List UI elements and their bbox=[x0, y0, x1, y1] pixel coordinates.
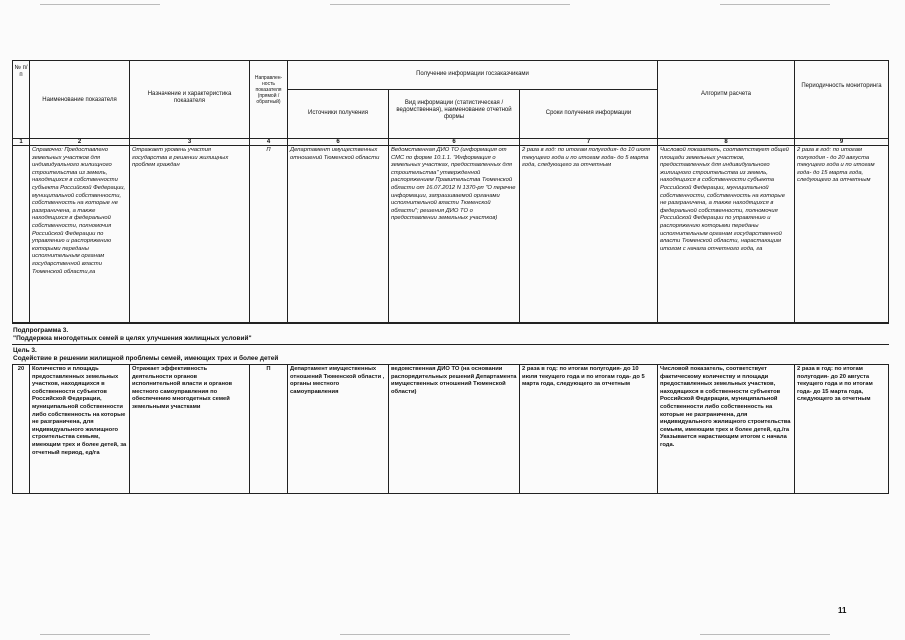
scan-artifact-line bbox=[330, 4, 570, 5]
header-deadlines-text: Сроки получения информации bbox=[545, 110, 632, 116]
scan-artifact-line bbox=[40, 4, 160, 5]
page-number: 11 bbox=[838, 606, 847, 615]
column-number: 1 bbox=[12, 139, 30, 146]
row2-direction: П bbox=[250, 364, 288, 494]
header-algorithm-text: Алгоритм расчета bbox=[700, 91, 751, 97]
header-purpose-text: Назначение и характеристика показателя bbox=[147, 91, 232, 104]
scan-artifact-line bbox=[720, 4, 830, 5]
section-rule bbox=[12, 323, 889, 324]
scan-artifact-line bbox=[700, 634, 830, 635]
header-info-group bbox=[288, 60, 658, 90]
header-periodicity-text: Периодичность мониторинга bbox=[801, 83, 882, 89]
row1-algorithm: Числовой показатель, соответствует общей площади земельных участков, предоставленных для индивидуального жилищного строительства из земель, находящихся в собственности субъекта Российской Федерации, муниципальной собственности, собственность на которые не разграничена, а также находящихся в федеральной собственности, полномочия Российской Федерации по управлению и распоряжению которыми переданы исполнительным органам государственной власти Тюменской области, нарастающим итогом с начала отчетного года, га bbox=[658, 146, 795, 323]
row1-direction: П bbox=[250, 146, 288, 323]
header-num-text: № п/п bbox=[14, 65, 28, 78]
column-number: 9 bbox=[795, 139, 889, 146]
header-info-type bbox=[389, 90, 520, 139]
header-direction bbox=[250, 60, 288, 139]
goal-title: Цель 3. bbox=[13, 347, 37, 354]
row2-algorithm: Числовой показатель, соответствует фактическому количеству и площади предоставленных земельных участков, находящихся в собственности субъектов Российской Федерации, муниципальной собственности либо собственность на которые не разграничена, для индивидуального жилищного строительства семьям, имеющим трех и более детей, ед./га Указывается нарастающим итогом с начала года. bbox=[658, 364, 795, 494]
column-number: 4 bbox=[250, 139, 288, 146]
row2-purpose: Отражает эффективность деятельности органов исполнительной власти и органов местного самоуправления по обеспечению многодетных семей земельными участками bbox=[130, 364, 250, 494]
header-periodicity bbox=[795, 60, 889, 139]
subprogram-name: "Поддержка многодетных семей в целях улучшения жилищных условий" bbox=[13, 335, 252, 342]
row1-source: Департамент имущественных отношений Тюменской области bbox=[288, 146, 389, 323]
row1-info-type: Ведомственная ДИО ТО (информация от СМС по форме 10.1.1. "Информация о земельных участках, предоставленных для строительства" утвержденной распоряжением Правительства Тюменской области от 16.07.2012 N 1370-рп "О перечне информации, запрашиваемой органами исполнительной власти Тюменской области"; решения ДИО ТО о предоставлении земельных участков) bbox=[389, 146, 520, 323]
column-number: 7 bbox=[520, 139, 658, 146]
scan-artifact-line bbox=[340, 634, 570, 635]
column-number: 6 bbox=[389, 139, 520, 146]
goal-name: Содействие в решении жилищной проблемы семей, имеющих трех и более детей bbox=[13, 355, 279, 362]
row2-source: Департамент имущественных отношений Тюменской области , органы местного самоуправления bbox=[288, 364, 389, 494]
header-algorithm bbox=[658, 60, 795, 139]
row2-deadline: 2 раза в год: по итогам полугодия- до 10 июля текущего года и по итогам года- до 5 марта года, следующего за отчетным bbox=[520, 364, 658, 494]
header-purpose bbox=[130, 60, 250, 139]
section-rule bbox=[12, 344, 889, 345]
row2-num: 20 bbox=[12, 364, 30, 494]
row2-periodicity: 2 раза в год: по итогам полугодия- до 20 августа текущего года и по итогам года- до 15 марта года, следующего за отчетным bbox=[795, 364, 889, 494]
header-info-group-text: Получение информации госзаказчиками bbox=[416, 71, 529, 77]
column-number: 2 bbox=[30, 139, 130, 146]
header-num bbox=[12, 60, 30, 139]
column-number: 3 bbox=[130, 139, 250, 146]
row1-deadline: 2 раза в год: по итогам полугодия- до 10 июля текущего года и по итогам года- до 5 марта года, следующего за отчетным bbox=[520, 146, 658, 323]
header-name-text: Наименование показателя bbox=[42, 97, 117, 103]
row2-info-type: ведомственная ДИО ТО (на основании распорядительных решений Департамента имущественных отношений Тюменской области) bbox=[389, 364, 520, 494]
row1-periodicity: 2 раза в год: по итогам полугодия - до 20 августа текущего года и по итогам года- до 15 марта года, следующего за отчетным bbox=[795, 146, 889, 323]
subprogram-title: Подпрограмма 3. bbox=[13, 327, 69, 334]
header-sources bbox=[288, 90, 389, 139]
header-name bbox=[30, 60, 130, 139]
header-sources-text: Источники получения bbox=[308, 110, 368, 116]
row1-purpose: Отражает уровень участия государства в решении жилищных проблем граждан bbox=[130, 146, 250, 323]
column-number: 8 bbox=[658, 139, 795, 146]
column-number: 6 bbox=[288, 139, 389, 146]
scan-artifact-line bbox=[40, 634, 150, 635]
row2-name: Количество и площадь предоставленных земельных участков, находящихся в собственности субъектов Российской Федерации, муниципальной собственности либо собственность на которые не разграничена, для индивидуального жилищного строительства семьям, имеющим трех и более детей, за отчетный период, ед/га bbox=[30, 364, 130, 494]
header-direction-text: Направлен-ность показателя (прямой / обратный) bbox=[254, 75, 283, 105]
row1-name: Справочно: Предоставлено земельных участков для индивидуального жилищного строительства из земель, находящихся в собственности субъекта Российской Федерации, муниципальной собственности, собственность на которые не разграничена, а также находящихся в федеральной собственности, полномочия Российской Федерации по управлению и распоряжению которыми переданы исполнительным органам государственной власти Тюменской области,га bbox=[30, 146, 130, 323]
header-deadlines bbox=[520, 90, 658, 139]
row1-num bbox=[12, 146, 30, 323]
header-info-type-text: Вид информации (статистическая / ведомственная), наименование отчетной формы bbox=[396, 100, 512, 120]
